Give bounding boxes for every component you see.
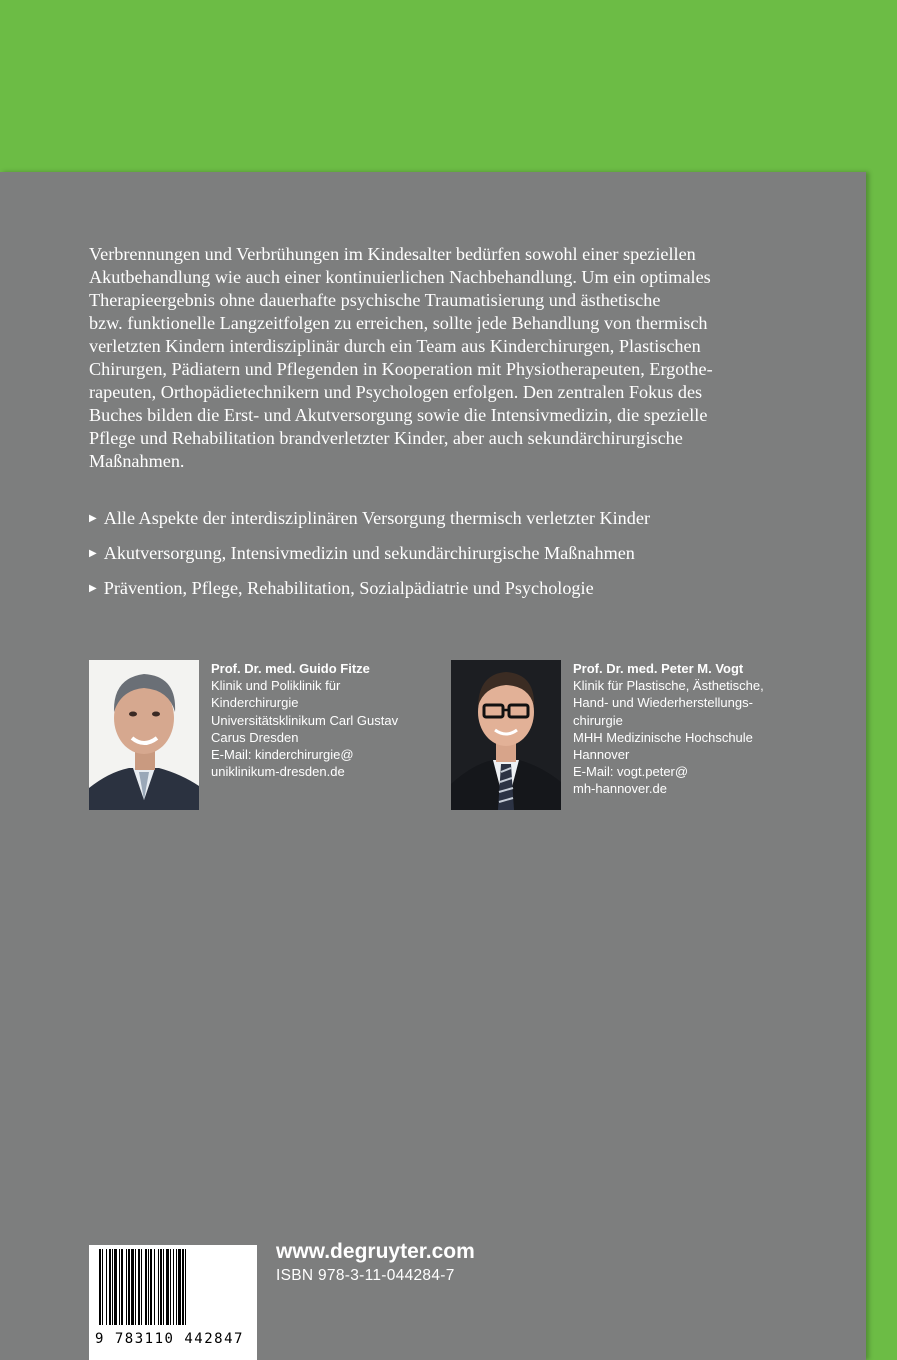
description-line: Verbrennungen und Verbrühungen im Kindesalter bedürfen sowohl einer speziellen bbox=[89, 244, 696, 264]
author-affiliation-line: Hannover bbox=[573, 747, 630, 763]
description-line: Akutbehandlung wie auch einer kontinuierlichen Nachbehandlung. Um ein optimales bbox=[89, 267, 711, 287]
author-info-vogt bbox=[573, 660, 764, 798]
author-info-fitze bbox=[211, 660, 398, 780]
description-line: verletzten Kindern interdisziplinär durch ein Team aus Kinderchirurgen, Plastischen bbox=[89, 336, 701, 356]
author-affiliation-line: Klinik und Poliklinik für bbox=[211, 678, 341, 694]
isbn-text: ISBN 978-3-11-044284-7 bbox=[276, 1267, 455, 1284]
portrait-image bbox=[89, 660, 199, 810]
author-affiliation-line: Universitätsklinikum Carl Gustav bbox=[211, 712, 399, 728]
author-affiliation-line: Kinderchirurgie bbox=[211, 695, 299, 711]
feature-list bbox=[89, 507, 789, 612]
author-email-line: mh-hannover.de bbox=[573, 781, 667, 797]
feature-item bbox=[89, 507, 789, 530]
triangle-bullet-icon: ▶ bbox=[89, 548, 97, 559]
description-line: Chirurgen, Pädiatern und Pflegenden in Kooperation mit Physiotherapeuten, Ergothe- bbox=[89, 359, 713, 379]
author-affiliation-line: MHH Medizinische Hochschule bbox=[573, 729, 753, 745]
author-affiliation-line: Hand- und Wiederherstellungs- bbox=[573, 695, 753, 711]
feature-text: Akutversorgung, Intensivmedizin und sekundärchirurgische Maßnahmen bbox=[103, 543, 635, 563]
author-affiliation-line: chirurgie bbox=[573, 712, 623, 728]
barcode-number: 9 783110 442847 bbox=[95, 1331, 244, 1347]
description-line: rapeuten, Orthopädietechnikern und Psychologen erfolgen. Den zentralen Fokus des bbox=[89, 382, 703, 402]
feature-item bbox=[89, 542, 789, 565]
portrait-image bbox=[451, 660, 561, 810]
barcode-bars bbox=[89, 1245, 257, 1331]
description-text bbox=[89, 243, 779, 473]
author-email-line: E-Mail: kinderchirurgie@ bbox=[211, 747, 354, 763]
author-affiliation-line: Klinik für Plastische, Ästhetische, bbox=[573, 678, 764, 694]
description-line: Pflege und Rehabilitation brandverletzter Kinder, aber auch sekundärchirurgische bbox=[89, 428, 683, 448]
author-photo-vogt bbox=[451, 660, 561, 810]
triangle-bullet-icon: ▶ bbox=[89, 513, 97, 524]
author-photo-fitze bbox=[89, 660, 199, 810]
description-line: Maßnahmen. bbox=[89, 451, 185, 471]
description-line: Buches bilden die Erst- und Akutversorgung sowie die Intensivmedizin, die spezielle bbox=[89, 405, 708, 425]
author-name: Prof. Dr. med. Peter M. Vogt bbox=[573, 661, 744, 676]
author-name: Prof. Dr. med. Guido Fitze bbox=[211, 661, 370, 676]
author-email-line: E-Mail: vogt.peter@ bbox=[573, 764, 689, 780]
feature-item bbox=[89, 577, 789, 600]
description-line: bzw. funktionelle Langzeitfolgen zu erreichen, sollte jede Behandlung von thermisch bbox=[89, 313, 708, 333]
description-line: Therapieergebnis ohne dauerhafte psychische Traumatisierung und ästhetische bbox=[89, 290, 661, 310]
feature-text: Alle Aspekte der interdisziplinären Versorgung thermisch verletzter Kinder bbox=[103, 508, 651, 528]
triangle-bullet-icon: ▶ bbox=[89, 583, 97, 594]
publisher-website[interactable]: www.degruyter.com bbox=[276, 1240, 475, 1263]
author-email-line: uniklinikum-dresden.de bbox=[211, 764, 345, 780]
author-affiliation-line: Carus Dresden bbox=[211, 729, 299, 745]
isbn-barcode bbox=[89, 1245, 257, 1360]
feature-text: Prävention, Pflege, Rehabilitation, Sozialpädiatrie und Psychologie bbox=[103, 578, 594, 598]
